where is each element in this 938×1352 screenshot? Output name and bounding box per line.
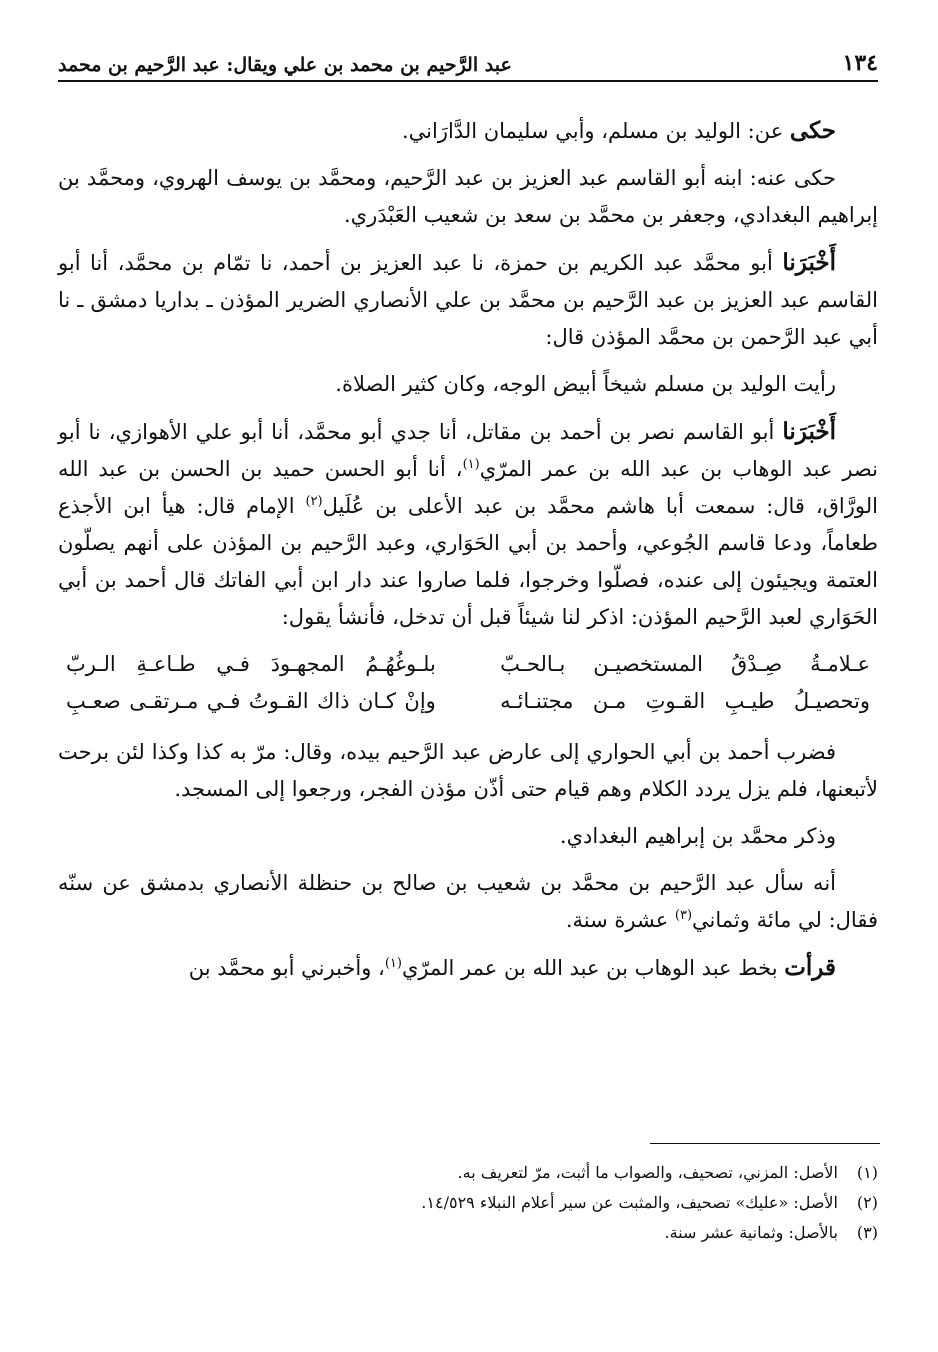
footnote	[58, 1188, 878, 1218]
verse-second-half: وإنْ كـان ذاك القـوتُ فـي مـرتقـى صعـبِ	[66, 689, 436, 713]
footnote-ref-1[interactable]: (١)	[384, 956, 402, 971]
footnote-text: الأصل: المزني، تصحيف، والصواب ما أثبت، مرّ لتعريف به.	[457, 1163, 838, 1182]
paragraph-text: أنه سأل عبد الرَّحيم بن محمَّد بن شعيب بن صالح بن حنظلة الأنصاري بدمشق عن سنّه فقال: لي مائة وثماني	[58, 871, 878, 932]
paragraph-text: ، أنا أبو الحسن حميد بن الحسن بن عبد الله الورَّاق، قال: سمعت أبا هاشم محمَّد بن عبد الأعلى بن عُلَيل	[58, 457, 878, 518]
footnote	[58, 1158, 878, 1188]
paragraph-text: بخط عبد الوهاب بن عبد الله بن عمر المرّي	[401, 956, 785, 980]
footnote-number: (١)	[856, 1163, 878, 1182]
footnote-text: بالأصل: وثمانية عشر سنة.	[664, 1223, 838, 1242]
paragraph-text: عن: الوليد بن مسلم، وأبي سليمان الدَّارَاني.	[401, 119, 790, 143]
verse-first-half: عـلامـةُ صِـدْقُ المستخصيـن بـالحـبّ	[500, 652, 870, 676]
paragraph-text: عشرة سنة.	[565, 908, 675, 932]
lead-word: أَخْبَرَنا	[782, 418, 836, 445]
paragraph-text: فضرب أحمد بن أبي الحواري إلى عارض عبد الرَّحيم بيده، وقال: مرّ به كذا وكذا لئن برحت لأتبعنها، فلم يزل يردد الكلام وهم قيام حتى أذّن مؤذن الفجر، ورجعوا إلى المسجد.	[58, 740, 878, 801]
paragraph-2	[58, 160, 878, 234]
paragraph-text: وذكر محمَّد بن إبراهيم البغدادي.	[559, 824, 836, 848]
footnote-ref-1[interactable]: (١)	[462, 457, 480, 472]
paragraph-text: الإمام قال: هيأ ابن الأجذع طعاماً، ودعا قاسم الجُوعي، وأحمد بن أبي الحَوَاري، وعبد الرَّحيم بن المؤذن على أنهم يصلّون العتمة ويجيئون إلى عنده، فصلّوا وخرجوا، فلما صاروا عند دار ابن أبي الفاتك قال أحمد بن أبي الحَوَاري لعبد الرَّحيم المؤذن: اذكر لنا شيئاً قبل أن تدخل، فأنشأ يقول:	[58, 494, 878, 629]
footnote-rule	[650, 1143, 880, 1144]
running-title: عبد الرَّحيم بن محمد بن علي ويقال: عبد الرَّحيم بن محمد	[58, 54, 512, 76]
paragraph-text: رأيت الوليد بن مسلم شيخاً أبيض الوجه، وكان كثير الصلاة.	[335, 372, 836, 396]
footnotes	[58, 1158, 878, 1248]
main-text	[58, 112, 878, 997]
paragraph-text: حكى عنه: ابنه أبو القاسم عبد العزيز بن عبد الرَّحيم، ومحمَّد بن يوسف الهروي، ومحمَّد بن إبراهيم البغدادي، وجعفر بن محمَّد بن سعد بن شعيب العَبْدَري.	[58, 166, 878, 227]
paragraph-text: أبو القاسم نصر بن أحمد بن مقاتل، أنا جدي أبو محمَّد، أنا أبو علي الأهوازي، نا أبو نصر عبد الوهاب بن عبد الله بن عمر المرّي	[58, 420, 878, 481]
paragraph-6	[58, 734, 878, 808]
paragraph-5	[58, 413, 878, 636]
paragraph-9	[58, 949, 878, 987]
paragraph-text: ، وأخبرني أبو محمَّد بن	[188, 956, 385, 980]
poem	[58, 646, 878, 720]
footnote	[58, 1218, 878, 1248]
lead-word: قرأت	[784, 954, 836, 981]
verse-second-half: بلـوغُهُـمُ المجهـودَ فـي طـاعـةِ الـربّ	[66, 652, 436, 676]
verse-line	[66, 646, 870, 683]
footnote-ref-3[interactable]: (٣)	[674, 908, 693, 923]
paragraph-7	[58, 818, 878, 855]
footnote-number: (٢)	[856, 1193, 878, 1212]
paragraph-4	[58, 366, 878, 403]
footnote-ref-2[interactable]: (٢)	[305, 494, 323, 509]
footnote-number: (٣)	[856, 1223, 878, 1242]
verse-first-half: وتحصيـلُ طيـبِ القـوتِ مـن مجتنـائـه	[500, 689, 870, 713]
verse-line	[66, 683, 870, 720]
paragraph-text: أبو محمَّد عبد الكريم بن حمزة، نا عبد العزيز بن أحمد، نا تمّام بن محمَّد، أنا أبو القاسم عبد العزيز بن عبد الرَّحيم بن محمَّد بن علي الأنصاري الضرير المؤذن ـ بداريا دمشق ـ نا أبي عبد الرَّحمن بن محمَّد المؤذن قال:	[58, 251, 878, 349]
page-header	[58, 36, 878, 76]
header-rule	[58, 80, 878, 82]
paragraph-8	[58, 865, 878, 939]
page-number: ١٣٤	[842, 50, 878, 76]
paragraph-1	[58, 112, 878, 150]
footnote-text: الأصل: «عليك» تصحيف، والمثبت عن سير أعلام النبلاء ١٤/٥٢٩.	[421, 1193, 838, 1212]
paragraph-3	[58, 244, 878, 356]
lead-word: أَخْبَرَنا	[782, 249, 836, 276]
lead-word: حكى	[789, 117, 836, 144]
